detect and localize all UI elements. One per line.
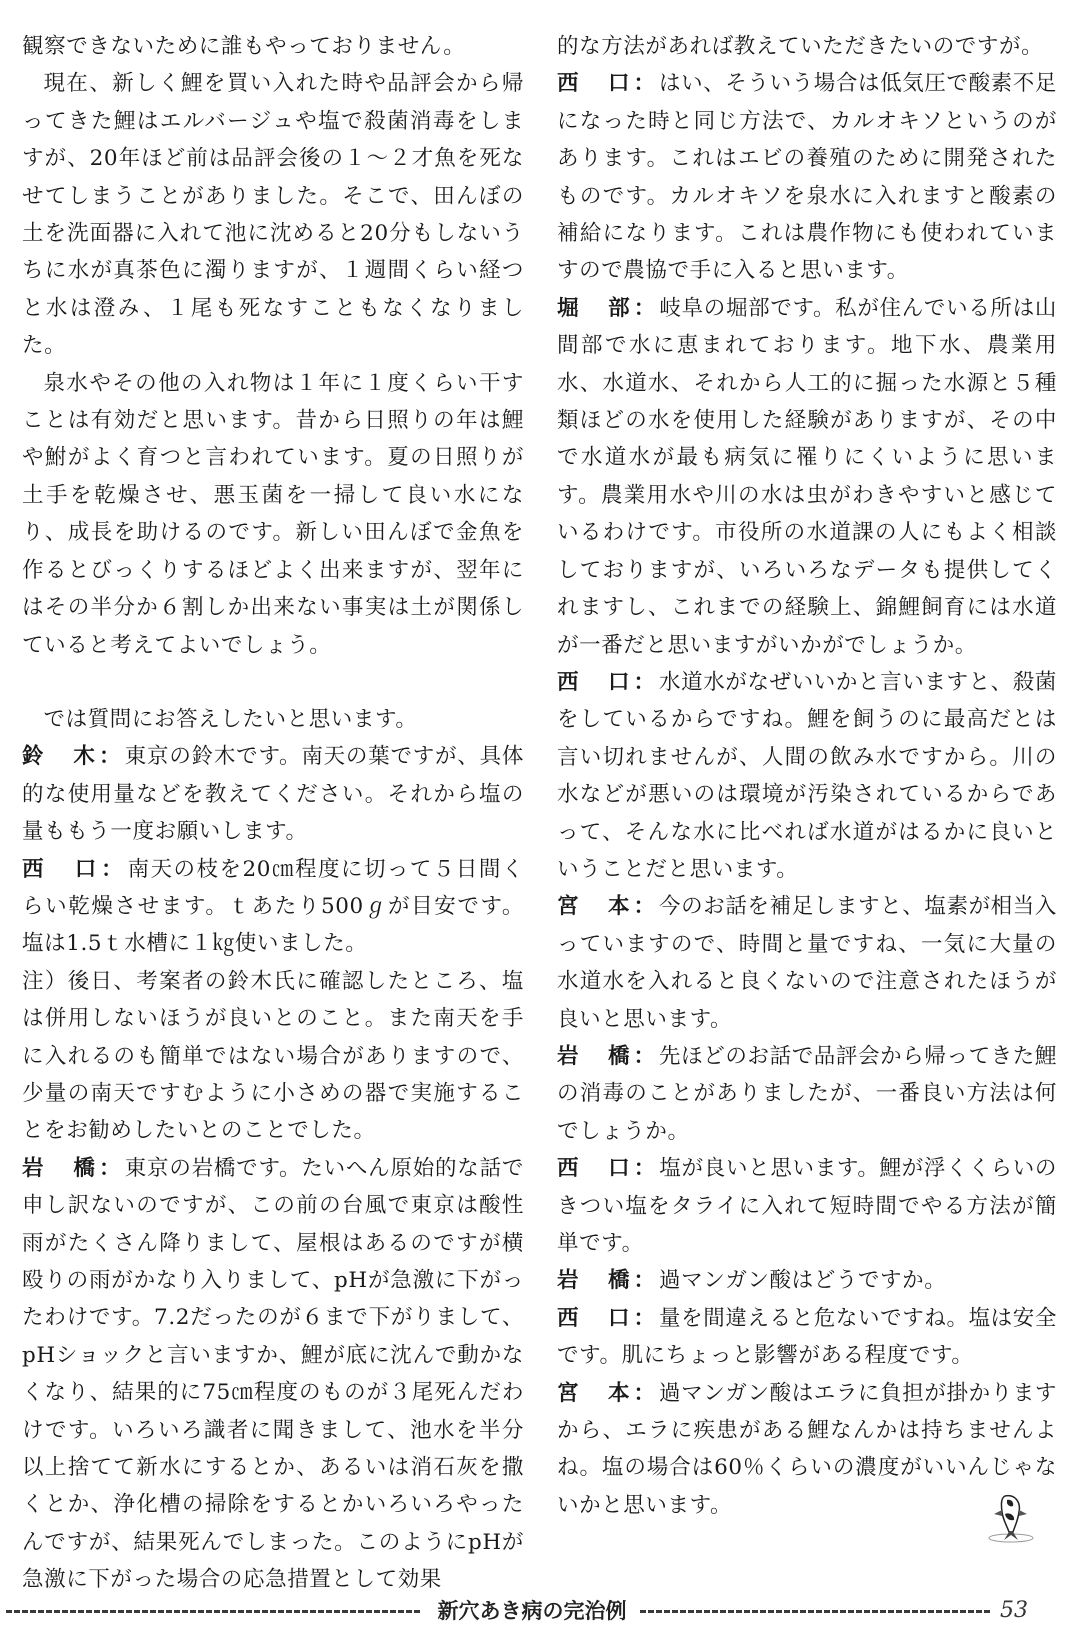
speaker-label: 宮 本： — [557, 1380, 660, 1406]
page-number: 53 — [1000, 1598, 1028, 1623]
speaker-label: 宮 本： — [557, 894, 660, 920]
paragraph: 観察できないために誰もやっておりません。 — [22, 34, 466, 59]
dialogue-entry — [557, 1375, 1057, 1525]
speaker-label: 西 口： — [557, 1156, 660, 1182]
speaker-label: 堀 部： — [557, 295, 660, 321]
page-footer — [0, 1596, 1074, 1626]
left-column — [22, 28, 524, 1599]
speaker-label: 岩 橋： — [557, 1043, 660, 1069]
speaker-label: 岩 橋： — [22, 1155, 125, 1181]
dialogue-entry — [22, 1150, 524, 1599]
speech-text: はい、そういう場合は低気圧で酸素不足になった時と同じ方法で、カルオキソというのがあります。これはエビの養殖のために開発されたものです。カルオキソを泉水に入れますと酸素の補給になります。これは農作物にも使われていますので農協で手に入ると思います。 — [557, 71, 1057, 284]
speech-text: 東京の鈴木です。南天の葉ですが、具体的な使用量などを教えてください。それから塩の量ももう一度お願いします。 — [22, 744, 524, 845]
right-column — [557, 28, 1057, 1524]
speaker-label: 西 口： — [557, 1305, 660, 1331]
speech-text: 過マンガン酸はエラに負担が掛かりますから、エラに疾患がある鯉なんかは持ちませんよね。塩の場合は60％くらいの濃度がいいんじゃないかと思います。 — [557, 1380, 1057, 1518]
speech-text: 過マンガン酸はどうですか。 — [659, 1268, 947, 1294]
dialogue-entry — [22, 738, 524, 850]
speech-text: 塩が良いと思います。鯉が浮くくらいのきつい塩をタライに入れて短時間でやる方法が簡単です。 — [557, 1156, 1057, 1256]
dialogue-entry — [22, 851, 524, 963]
speech-text: 南天の枝を20㎝程度に切って５日間くらい乾燥させます。ｔあたり500ℊが目安です。塩は1.5ｔ水槽に１㎏使いました。 — [22, 856, 524, 957]
paragraph: 現在、新しく鯉を買い入れた時や品評会から帰ってきた鯉はエルバージュや塩で殺菌消毒をしますが、20年ほど前は品評会後の１～２才魚を死なせてしまうことがありました。そこで、田んぼの土を洗面器に入れて池に沈めると20分もしないうちに水が真茶色に濁りますが、１週間くらい経つと水は澄み、１尾も死なすこともなくなりました。 — [22, 71, 524, 359]
paragraph: 的な方法があれば教えていただきたいのですが。 — [557, 34, 1044, 59]
dialogue-entry — [557, 290, 1057, 664]
dialogue-entry — [557, 1150, 1057, 1262]
speech-text: 先ほどのお話で品評会から帰ってきた鯉の消毒のことがありましたが、一番良い方法は何でしょうか。 — [557, 1043, 1057, 1144]
dialogue-entry — [557, 1038, 1057, 1150]
paragraph: 泉水やその他の入れ物は１年に１度くらい干すことは有効だと思います。昔から日照りの年は鯉や鮒がよく育つと言われています。夏の日照りが土手を乾燥させ、悪玉菌を一掃して良い水になり、成長を助けるのです。新しい田んぼで金魚を作るとびっくりするほどよく出来ますが、翌年にはその半分か６割しか出来ない事実は土が関係していると考えてよいでしょう。 — [22, 370, 524, 658]
speech-text: 今のお話を補足しますと、塩素が相当入っていますので、時間と量ですね、一気に大量の水道水を入れると良くないので注意されたほうが良いと思います。 — [557, 894, 1057, 1032]
speaker-label: 西 口： — [22, 856, 128, 882]
speech-text: 量を間違えると危ないですね。塩は安全です。肌にちょっと影響がある程度です。 — [557, 1305, 1057, 1369]
dialogue-entry — [557, 65, 1057, 289]
dialogue-entry — [557, 1300, 1057, 1375]
speaker-label: 西 口： — [557, 669, 660, 695]
speech-text: 岐阜の堀部です。私が住んでいる所は山間部で水に恵まれております。地下水、農業用水、水道水、それから人工的に掘った水源と５種類ほどの水を使用した経験がありますが、その中で水道水が最も病気に罹りにくいように思います。農業用水や川の水は虫がわきやすいと感じているわけです。市役所の水道課の人にもよく相談しておりますが、いろいろなデータも提供してくれますし、これまでの経験上、錦鯉飼育には水道が一番だと思いますがいかがでしょうか。 — [557, 295, 1057, 658]
blank-line — [22, 664, 524, 701]
speech-text: 東京の岩橋です。たいへん原始的な話で申し訳ないのですが、この前の台風で東京は酸性雨がたくさん降りまして、屋根はあるのですが横殴りの雨がかなり入りまして、pHが急激に下がったわけです。7.2だったのが６まで下がりまして、pHショックと言いますか、鯉が底に沈んで動かなくなり、結果的に75㎝程度のものが３尾死んだわけです。いろいろ識者に聞きまして、池水を半分以上捨てて新水にするとか、あるいは消石灰を撒くとか、浄化槽の掃除をするとかいろいろやったんですが、結果死んでしまった。このようにpHが急激に下がった場合の応急措置として効果 — [22, 1155, 524, 1593]
footer-rule-left — [6, 1610, 420, 1613]
koi-fish-icon — [985, 1488, 1037, 1544]
editor-note: 注）後日、考案者の鈴木氏に確認したところ、塩は併用しないほうが良いとのこと。また南天を手に入れるのも簡単ではない場合がありますので、少量の南天ですむように小さめの器で実施することをお勧めしたいとのことでした。 — [22, 968, 524, 1144]
paragraph: では質問にお答えしたいと思います。 — [43, 706, 418, 732]
speaker-label: 鈴 木： — [22, 744, 125, 770]
footer-rule-right — [640, 1610, 992, 1613]
dialogue-entry — [557, 664, 1057, 888]
dialogue-entry — [557, 888, 1057, 1038]
speaker-label: 西 口： — [557, 71, 660, 97]
footer-title: 新穴あき病の完治例 — [437, 1599, 627, 1623]
dialogue-entry — [557, 1262, 1057, 1299]
speaker-label: 岩 橋： — [557, 1268, 660, 1294]
speech-text: 水道水がなぜいいかと言いますと、殺菌をしているからですね。鯉を飼うのに最高だとは言い切れませんが、人間の飲み水ですから。川の水などが悪いのは環境が汚染されているからであって、そんな水に比べれば水道がはるかに良いということだと思います。 — [557, 669, 1057, 882]
